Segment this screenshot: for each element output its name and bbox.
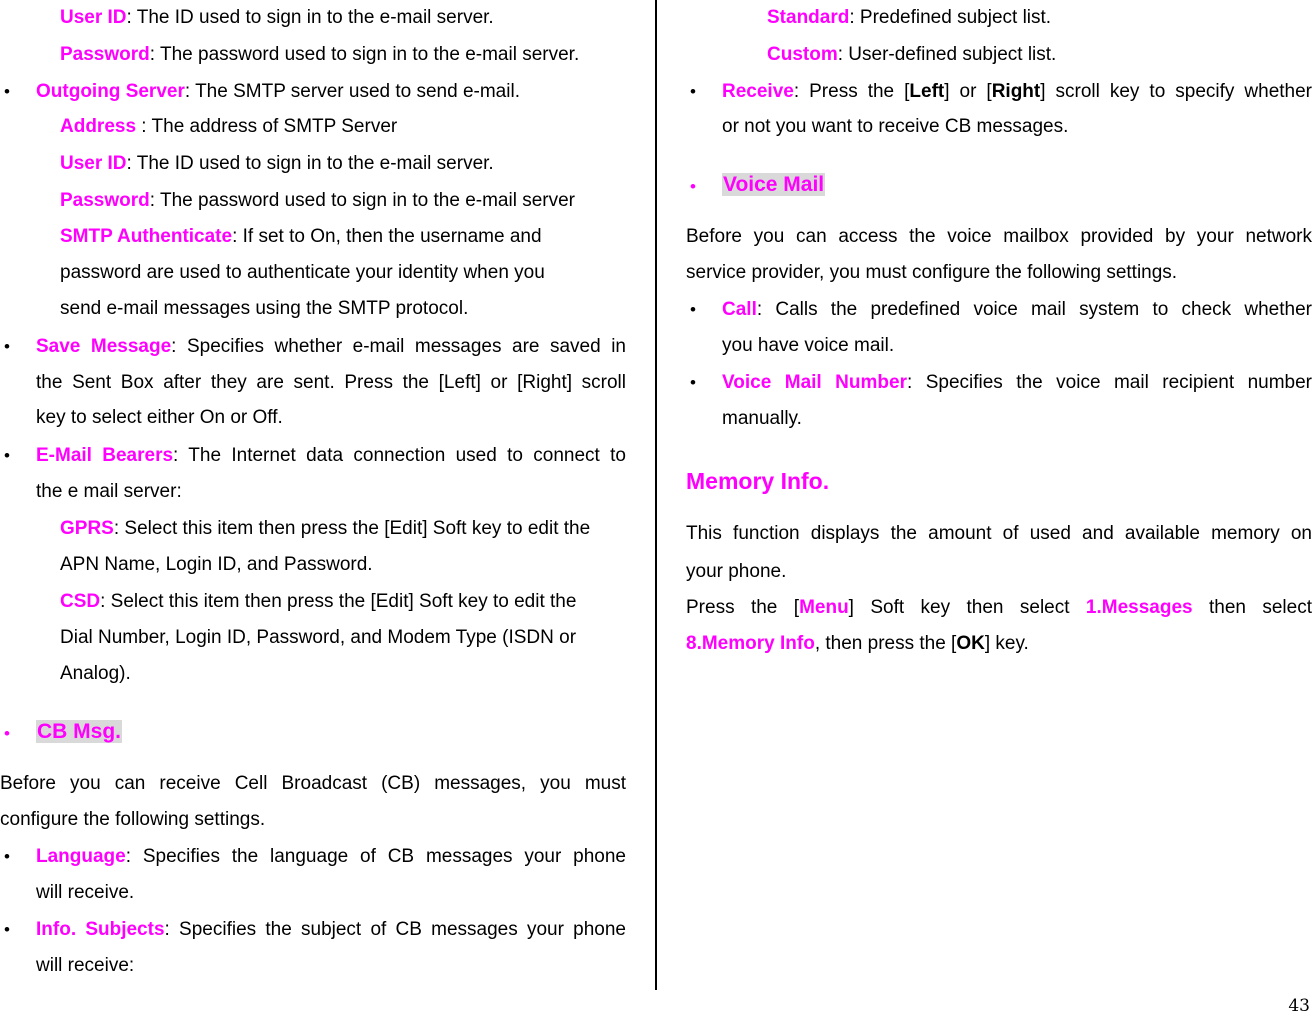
memory-desc-line-2: your phone.	[686, 561, 787, 582]
save-message-line-3: key to select either On or Off.	[36, 407, 283, 428]
smtp-auth-line-3: send e-mail messages using the SMTP protocol.	[60, 298, 469, 319]
email-bearers-term: E-Mail Bearers	[36, 445, 174, 466]
receive-desc-c: ] scroll key to specify whether	[1040, 81, 1312, 102]
language-term: Language	[36, 846, 126, 867]
cb-msg-heading	[36, 720, 122, 745]
bullet-icon: •	[690, 82, 696, 101]
call-desc-1: : Calls the predefined voice mail system to check whether	[756, 299, 1312, 320]
bullet-icon: •	[4, 446, 10, 465]
incoming-userid-line	[60, 6, 494, 30]
voice-mail-heading	[722, 173, 825, 198]
voice-mail-number-term: Voice Mail Number	[722, 372, 907, 393]
press-e: ] key.	[984, 633, 1029, 654]
language-line-1	[36, 845, 626, 869]
csd-line-2: Dial Number, Login ID, Password, and Modem Type (ISDN or	[60, 627, 577, 648]
receive-desc-b: ] or [	[944, 81, 992, 102]
gprs-desc-1: : Select this item then press the [Edit] Soft key to edit the	[113, 518, 591, 539]
outgoing-password-line	[60, 189, 575, 213]
custom-term: Custom	[767, 44, 838, 65]
info-subjects-term: Info. Subjects	[36, 919, 165, 940]
csd-desc-1: : Select this item then press the [Edit] Soft key to edit the	[100, 591, 577, 612]
cb-intro-line-1: Before you can receive Cell Broadcast (CB) messages, you must	[0, 773, 626, 794]
language-desc-1: : Specifies the language of CB messages your phone	[125, 846, 626, 867]
bullet-icon: •	[4, 82, 10, 101]
press-b: ] Soft key then select	[848, 597, 1086, 618]
info-subjects-line-2: will receive:	[36, 955, 135, 976]
gprs-line-1	[60, 517, 590, 541]
outgoing-server-desc: : The SMTP server used to send e-mail.	[184, 81, 520, 102]
voice-mail-number-line-2: manually.	[722, 408, 802, 429]
bullet-icon: •	[4, 337, 10, 356]
save-message-term: Save Message	[36, 336, 172, 357]
csd-line-3: Analog).	[60, 663, 131, 684]
address-term: Address	[60, 116, 137, 137]
email-bearers-line-2: the e mail server:	[36, 481, 182, 502]
receive-left-key: Left	[909, 81, 945, 102]
outgoing-password-term: Password	[60, 190, 150, 211]
smtp-auth-line-1	[60, 225, 542, 249]
receive-right-key: Right	[991, 81, 1041, 102]
cb-intro-line-2: configure the following settings.	[0, 809, 266, 830]
save-message-line-1	[36, 335, 626, 359]
memory-desc-line-1: This function displays the amount of used and available memory on	[686, 523, 1312, 544]
smtp-auth-line-2: password are used to authenticate your identity when you	[60, 262, 545, 283]
outgoing-userid-line	[60, 152, 494, 176]
press-instruction-line-1	[686, 596, 1312, 620]
outgoing-server-line	[36, 80, 520, 104]
smtp-auth-desc-1: : If set to On, then the username and	[232, 226, 542, 247]
address-line	[60, 115, 397, 139]
address-desc: : The address of SMTP Server	[136, 116, 398, 137]
incoming-userid-term: User ID	[60, 7, 127, 28]
menu-key-label: Menu	[799, 597, 849, 618]
press-d: , then press the [	[814, 633, 957, 654]
bullet-icon: •	[4, 847, 10, 866]
voice-mail-heading-text: Voice Mail	[723, 173, 825, 196]
receive-line-1	[722, 80, 1312, 104]
outgoing-userid-desc: : The ID used to sign in to the e-mail server.	[126, 153, 494, 174]
save-message-line-2: the Sent Box after they are sent. Press the [Left] or [Right] scroll	[36, 372, 626, 393]
incoming-password-term: Password	[60, 44, 150, 65]
save-message-desc-1: : Specifies whether e-mail messages are saved in	[171, 336, 626, 357]
bullet-icon: •	[690, 300, 696, 319]
info-subjects-desc-1: : Specifies the subject of CB messages your phone	[164, 919, 626, 940]
bullet-icon: •	[690, 373, 696, 392]
memory-info-menu-label: 8.Memory Info	[686, 633, 815, 654]
voice-mail-number-line-1	[722, 371, 1312, 395]
incoming-userid-desc: : The ID used to sign in to the e-mail server.	[126, 7, 494, 28]
receive-desc-a: : Press the [	[793, 81, 910, 102]
press-c: then select	[1192, 597, 1312, 618]
csd-term: CSD	[60, 591, 101, 612]
standard-term: Standard	[767, 7, 850, 28]
voice-mail-number-desc-1: : Specifies the voice mail recipient number	[906, 372, 1312, 393]
info-subjects-line-1	[36, 918, 626, 942]
standard-line	[767, 6, 1051, 30]
call-line-2: you have voice mail.	[722, 335, 895, 356]
standard-desc: : Predefined subject list.	[849, 7, 1052, 28]
memory-info-heading: Memory Info.	[686, 468, 830, 494]
cb-msg-heading-text: CB Msg.	[37, 720, 121, 743]
custom-line	[767, 43, 1056, 67]
voice-intro-line-2: service provider, you must configure the following settings.	[686, 262, 1178, 283]
press-instruction-line-2	[686, 632, 1029, 656]
gprs-term: GPRS	[60, 518, 114, 539]
receive-line-2: or not you want to receive CB messages.	[722, 116, 1069, 137]
receive-term: Receive	[722, 81, 794, 102]
call-line-1	[722, 298, 1312, 322]
outgoing-userid-term: User ID	[60, 153, 127, 174]
outgoing-password-desc: : The password used to sign in to the e-mail server	[149, 190, 576, 211]
email-bearers-desc-1: : The Internet data connection used to connect to	[173, 445, 626, 466]
csd-line-1	[60, 590, 576, 614]
ok-key-label: OK	[956, 633, 985, 654]
call-term: Call	[722, 299, 757, 320]
bullet-icon: •	[4, 724, 10, 743]
voice-intro-line-1: Before you can access the voice mailbox provided by your network	[686, 226, 1312, 247]
gprs-line-2: APN Name, Login ID, and Password.	[60, 554, 373, 575]
page-number: 43	[1288, 996, 1310, 1016]
incoming-password-line	[60, 43, 579, 67]
language-line-2: will receive.	[36, 882, 135, 903]
column-divider	[655, 0, 657, 990]
custom-desc: : User-defined subject list.	[837, 44, 1057, 65]
messages-menu-label: 1.Messages	[1085, 597, 1193, 618]
outgoing-server-term: Outgoing Server	[36, 81, 185, 102]
incoming-password-desc: : The password used to sign in to the e-mail server.	[149, 44, 580, 65]
press-a: Press the [	[686, 597, 800, 618]
smtp-auth-term: SMTP Authenticate	[60, 226, 233, 247]
bullet-icon: •	[690, 177, 696, 196]
bullet-icon: •	[4, 920, 10, 939]
email-bearers-line-1	[36, 444, 626, 468]
